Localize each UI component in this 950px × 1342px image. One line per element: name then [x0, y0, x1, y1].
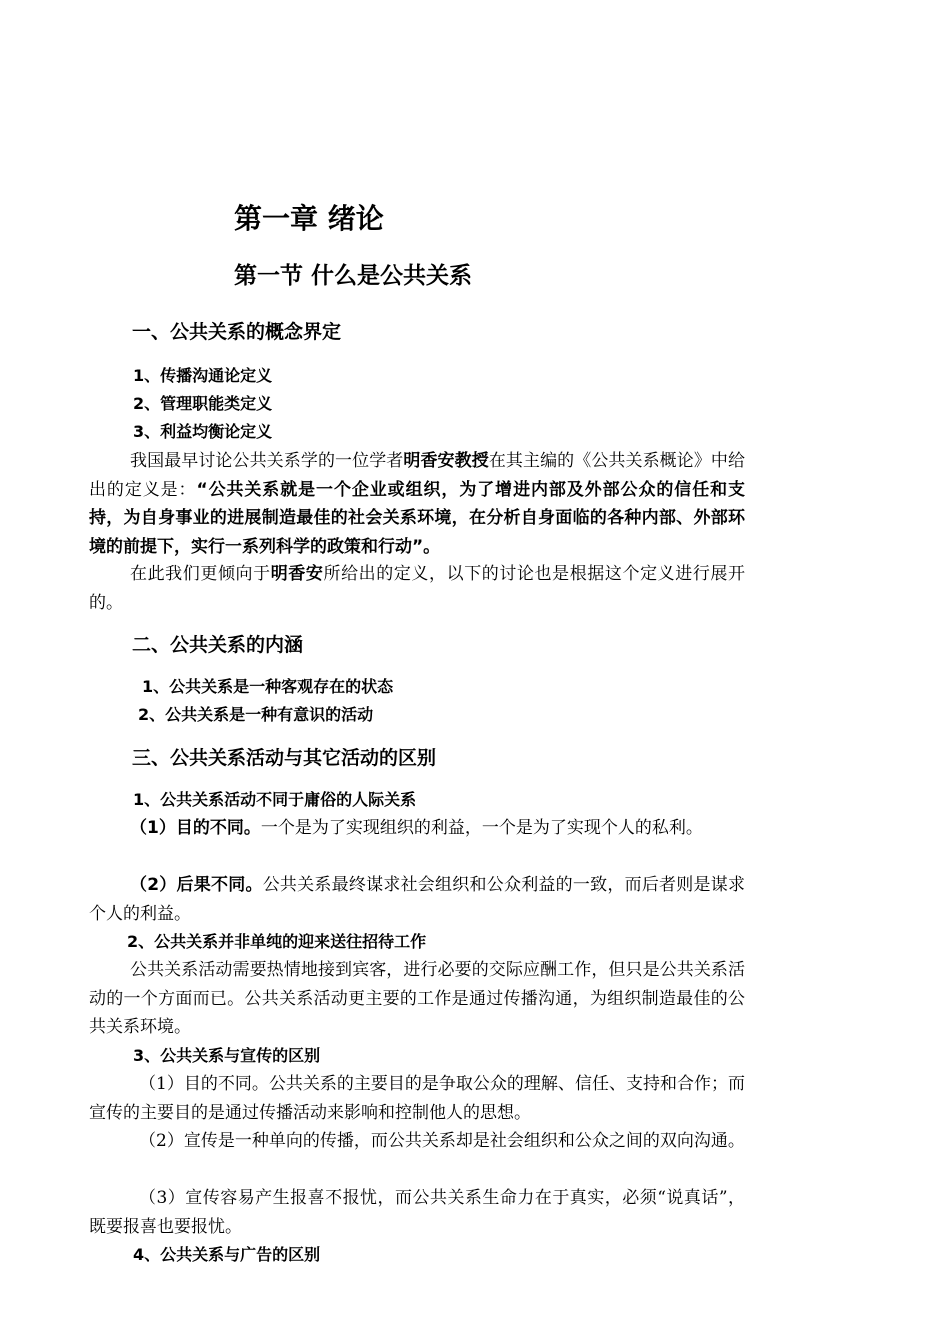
part3-sub3-title: 3、公共关系与宣传的区别 [133, 1046, 321, 1065]
preference-text: 所给出的定义，以下的讨论也是根据这个定义进行展开的。 [89, 564, 746, 613]
part1-item-2: 2、管理职能类定义 [133, 394, 273, 413]
preference-paragraph [89, 560, 745, 617]
part3-sub2-title: 2、公共关系并非单纯的迎来送往招待工作 [127, 932, 427, 951]
part3-sub3-para2: （2）宣传是一种单向的传播，而公共关系却是社会组织和公众之间的双向沟通。 [139, 1131, 745, 1151]
part3-sub4-title: 4、公共关系与广告的区别 [133, 1245, 321, 1264]
consequence-label: （2）后果不同。 [130, 875, 263, 895]
purpose-label: （1）目的不同。 [130, 818, 261, 838]
section-title: 第一节 什么是公共关系 [234, 263, 473, 289]
chapter-title: 第一章 绪论 [234, 202, 384, 235]
part3-heading: 三、公共关系活动与其它活动的区别 [132, 747, 437, 769]
definition-author: 明香安教授 [403, 451, 489, 471]
part3-sub1-title: 1、公共关系活动不同于庸俗的人际关系 [133, 790, 417, 809]
definition-paragraph [89, 447, 745, 561]
definition-quote: “公共关系就是一个企业或组织，为了增进内部及外部公众的信任和支持，为自身事业的进展制造最佳的社会关系环境，在分析自身面临的各种内部、外部环境的前提下，实行一系列科学的政策和行动”。 [89, 479, 746, 557]
part2-item-1: 1、公共关系是一种客观存在的状态 [142, 677, 394, 696]
definition-intro: 我国最早讨论公共关系学的一位学者 [130, 451, 404, 471]
part2-heading: 二、公共关系的内涵 [132, 634, 304, 656]
preference-author: 明香安 [270, 564, 324, 584]
part3-sub3-para3: （3）宣传容易产生报喜不报忧，而公共关系生命力在于真实，必须“说真话”，既要报喜也要报忧。 [89, 1188, 745, 1237]
purpose-text: 一个是为了实现组织的利益，一个是为了实现个人的私利。 [260, 818, 703, 838]
part3-sub3-para1: （1）目的不同。公共关系的主要目的是争取公众的理解、信任、支持和合作；而宣传的主要目的是通过传播活动来影响和控制他人的思想。 [89, 1074, 745, 1123]
part3-sub1-para2 [89, 871, 745, 928]
part1-item-3: 3、利益均衡论定义 [133, 422, 273, 441]
preference-intro: 在此我们更倾向于 [130, 564, 271, 584]
part1-item-1: 1、传播沟通论定义 [133, 366, 273, 385]
consequence-text: 公共关系最终谋求社会组织和公众利益的一致，而后者则是谋求个人的利益。 [89, 875, 745, 924]
part3-sub2-para: 公共关系活动需要热情地接到宾客，进行必要的交际应酬工作，但只是公共关系活动的一个方面而已。公共关系活动更主要的工作是通过传播沟通，为组织制造最佳的公共关系环境。 [89, 960, 745, 1037]
part2-item-2: 2、公共关系是一种有意识的活动 [138, 705, 374, 724]
part3-sub1-para1 [89, 814, 745, 843]
part1-heading: 一、公共关系的概念界定 [132, 321, 342, 343]
definition-source: 在其主编的《公共关系概论》中给出的定义是： [89, 451, 746, 500]
